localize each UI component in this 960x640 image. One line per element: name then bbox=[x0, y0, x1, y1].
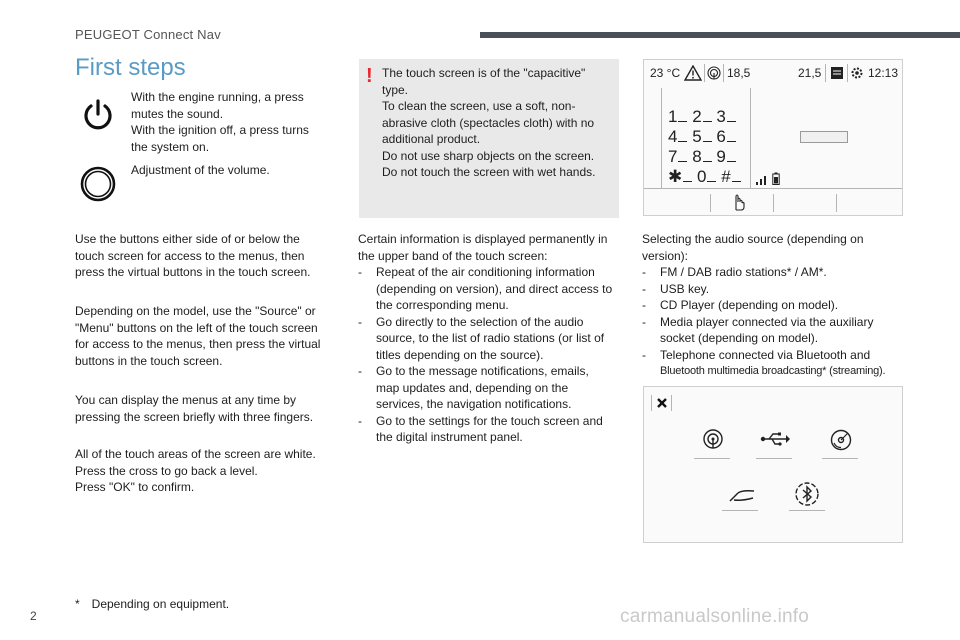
warning-text: The touch screen is of the "capacitive" type. To clean the screen, use a soft, non- abrasive cloth (spectacles cloth) with no additional product. Do not use sharp objects on the screen. Do not touch the screen with wet hands. bbox=[382, 66, 596, 179]
battery-icon bbox=[772, 172, 780, 185]
footnote: * Depending on equipment. bbox=[75, 597, 230, 611]
clock: 12:13 bbox=[868, 66, 899, 80]
warning-icon: ! bbox=[366, 65, 373, 87]
header-bar bbox=[480, 32, 960, 38]
aux-jack-icon[interactable] bbox=[728, 489, 756, 503]
keypad: 1 2 3 4 5 6 7 8 9 ✱ 0 # bbox=[668, 107, 741, 187]
right-temperature: 21,5 bbox=[798, 66, 822, 80]
messages-icon bbox=[830, 66, 844, 80]
header-title: PEUGEOT Connect Nav bbox=[75, 27, 221, 42]
paragraph-buttons: Use the buttons either side of or below the touch screen for access to the menus, then press the virtual buttons in the touch screen. bbox=[75, 232, 311, 279]
paragraph-touch-areas: All of the touch areas of the screen are white. Press the cross to go back a level. Press "OK" to confirm. bbox=[75, 447, 316, 494]
hand-gesture-icon bbox=[732, 193, 746, 211]
temperature-readout: 23 °C bbox=[650, 66, 681, 80]
list-item: - Go to the message notifications, emails, map updates and, depending on the services, the navigation notifications. bbox=[358, 363, 628, 413]
page-title: First steps bbox=[75, 54, 186, 81]
list-item: - Go directly to the selection of the audio source, to the list of radio stations (or list of titles depending on the source). bbox=[358, 314, 628, 364]
power-description: With the engine running, a press mutes the sound. With the ignition off, a press turns the system on. bbox=[131, 90, 309, 154]
settings-gear-icon bbox=[850, 66, 864, 80]
signal-strength-icon bbox=[755, 173, 771, 185]
list-item: - FM / DAB radio stations* / AM*. bbox=[642, 264, 942, 281]
list-item: - Telephone connected via Bluetooth and Bluetooth multimedia broadcasting* (streaming). bbox=[642, 347, 942, 380]
radio-source-icon bbox=[707, 66, 721, 80]
volume-knob-icon bbox=[80, 166, 116, 202]
watermark: carmanualsonline.info bbox=[620, 606, 810, 627]
list-item: - Go to the settings for the touch screen and the digital instrument panel. bbox=[358, 413, 628, 446]
source-selection-screen bbox=[643, 386, 903, 543]
touch-screen-illustration bbox=[643, 59, 903, 216]
power-icon bbox=[80, 97, 116, 133]
list-item: - Media player connected via the auxiliary socket (depending on model). bbox=[642, 314, 942, 347]
page-number: 2 bbox=[30, 609, 37, 623]
list-item: - USB key. bbox=[642, 281, 942, 298]
radio-icon[interactable] bbox=[702, 428, 724, 450]
list-item: - CD Player (depending on model). bbox=[642, 297, 942, 314]
paragraph-three-fingers: You can display the menus at any time by pressing the screen briefly with three fingers. bbox=[75, 393, 314, 424]
list-item: - Repeat of the air conditioning information (depending on version), and direct access to the corresponding menu. bbox=[358, 264, 628, 314]
close-icon[interactable] bbox=[656, 397, 668, 409]
cd-player-icon[interactable] bbox=[830, 429, 852, 451]
audio-source-info: Selecting the audio source (depending on version): - FM / DAB radio stations* / AM*. - USB key. - CD Player (depending on model). - Media player connected via the auxiliary socket (depending on model). - Telephone connected via Bluetooth and Bluetooth multimedia broadcasting* (streaming). bbox=[642, 231, 942, 380]
bluetooth-streaming-icon[interactable] bbox=[794, 481, 820, 507]
upper-band-info: Certain information is displayed permanently in the upper band of the touch screen: - Repeat of the air conditioning information (depending on version), and direct access to the corresponding menu. - Go directly to the selection of the audio source, to the list of radio stations (or list of titles depending on the source). - Go to the message notifications, emails, map updates and, depending on the services, the navigation notifications. - Go to the settings for the touch screen and the digital instrument panel. bbox=[358, 231, 628, 446]
paragraph-source-menu: Depending on the model, use the "Source" or "Menu" buttons on the left of the touch screen for access to the menus, then press the virtual buttons in the touch screen. bbox=[75, 304, 321, 368]
left-temperature: 18,5 bbox=[727, 66, 751, 80]
warning-triangle-icon bbox=[684, 65, 702, 81]
usb-icon[interactable] bbox=[760, 432, 790, 446]
volume-description: Adjustment of the volume. bbox=[131, 163, 270, 177]
